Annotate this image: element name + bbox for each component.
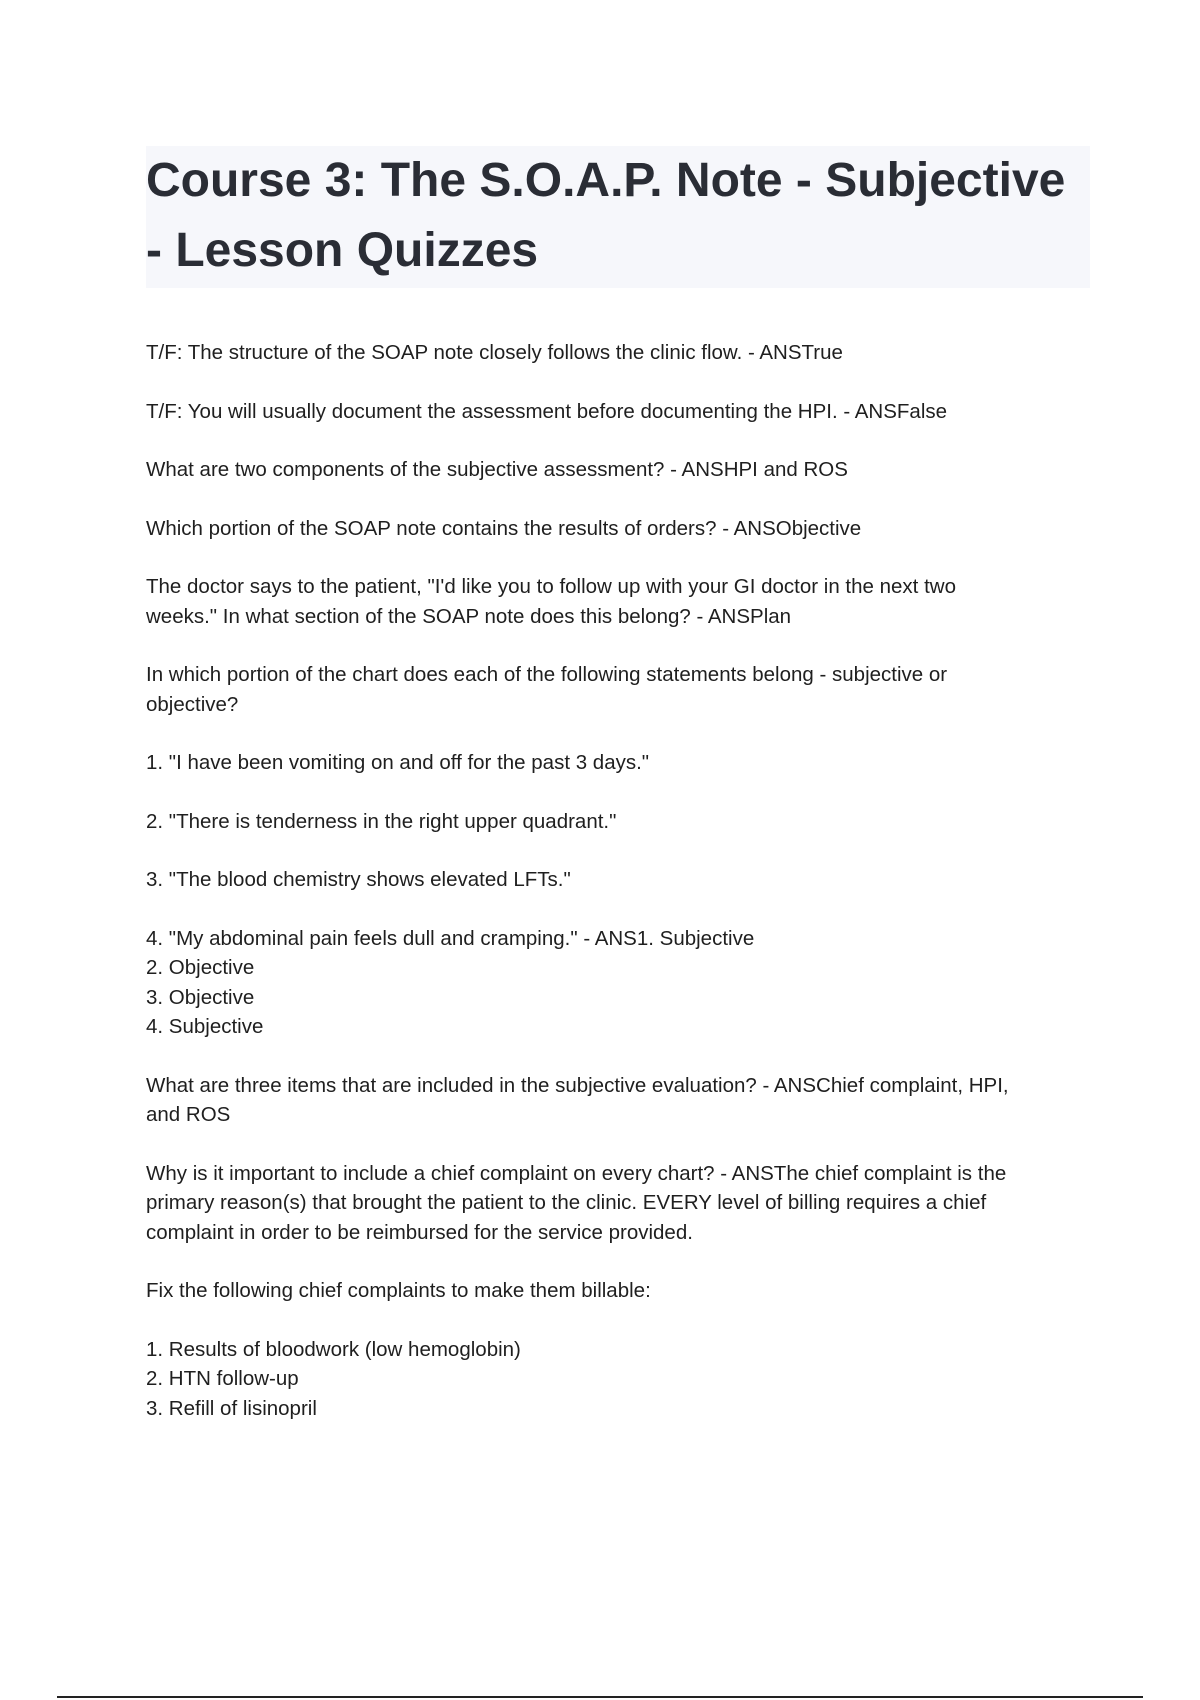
question-6-line-1: In which portion of the chart does each of the following statements belong - subjective or (146, 663, 948, 686)
question-7-line-2: and ROS (146, 1103, 231, 1126)
title-line-1: Course 3: The S.O.A.P. Note - Subjective (146, 154, 1066, 207)
title-line-2: - Lesson Quizzes (146, 224, 539, 277)
question-5-line-1: The doctor says to the patient, "I'd like you to follow up with your GI doctor in the next two (146, 575, 956, 598)
page-bottom-rule (57, 1696, 1143, 1698)
question-3: What are two components of the subjective assessment? - ANSHPI and ROS (146, 458, 848, 481)
answer-3: 3. Objective (146, 985, 255, 1009)
statement-4-with-answers (146, 924, 1096, 1042)
answer-4: 4. Subjective (146, 1015, 264, 1038)
question-6-line-2: objective? (146, 692, 239, 716)
question-8-line-2: primary reason(s) that brought the patient to the clinic. EVERY level of billing requires a chief (146, 1191, 987, 1214)
title-banner (146, 146, 1090, 288)
question-1: T/F: The structure of the SOAP note closely follows the clinic flow. - ANSTrue (146, 341, 843, 364)
chief-complaint-list (146, 1335, 1096, 1424)
question-8 (146, 1159, 1096, 1248)
statement-1: 1. "I have been vomiting on and off for the past 3 days." (146, 751, 650, 774)
statement-2: 2. "There is tenderness in the right upper quadrant." (146, 809, 617, 833)
question-5-line-2: weeks." In what section of the SOAP note does this belong? - ANSPlan (146, 604, 792, 628)
list-item: 2. HTN follow-up (146, 1367, 299, 1390)
page-title (146, 146, 1090, 286)
question-8-line-1: Why is it important to include a chief complaint on every chart? - ANSThe chief complaint is the (146, 1161, 1007, 1185)
question-5 (146, 572, 1096, 631)
question-7 (146, 1071, 1096, 1130)
answer-2: 2. Objective (146, 956, 255, 979)
list-item: 3. Refill of lisinopril (146, 1396, 317, 1420)
question-7-line-1: What are three items that are included in the subjective evaluation? - ANSChief complaint, HPI, (146, 1073, 1009, 1097)
statement-4: 4. "My abdominal pain feels dull and cramping." - ANS1. Subjective (146, 926, 755, 950)
question-8-line-3: complaint in order to be reimbursed for the service provided. (146, 1220, 693, 1244)
statement-3: 3. "The blood chemistry shows elevated LFTs." (146, 868, 571, 891)
question-4: Which portion of the SOAP note contains the results of orders? - ANSObjective (146, 516, 862, 540)
quiz-content (146, 338, 1096, 1452)
question-6 (146, 660, 1096, 719)
question-2: T/F: You will usually document the assessment before documenting the HPI. - ANSFalse (146, 399, 948, 423)
list-item: 1. Results of bloodwork (low hemoglobin) (146, 1337, 521, 1361)
question-9: Fix the following chief complaints to make them billable: (146, 1279, 651, 1302)
